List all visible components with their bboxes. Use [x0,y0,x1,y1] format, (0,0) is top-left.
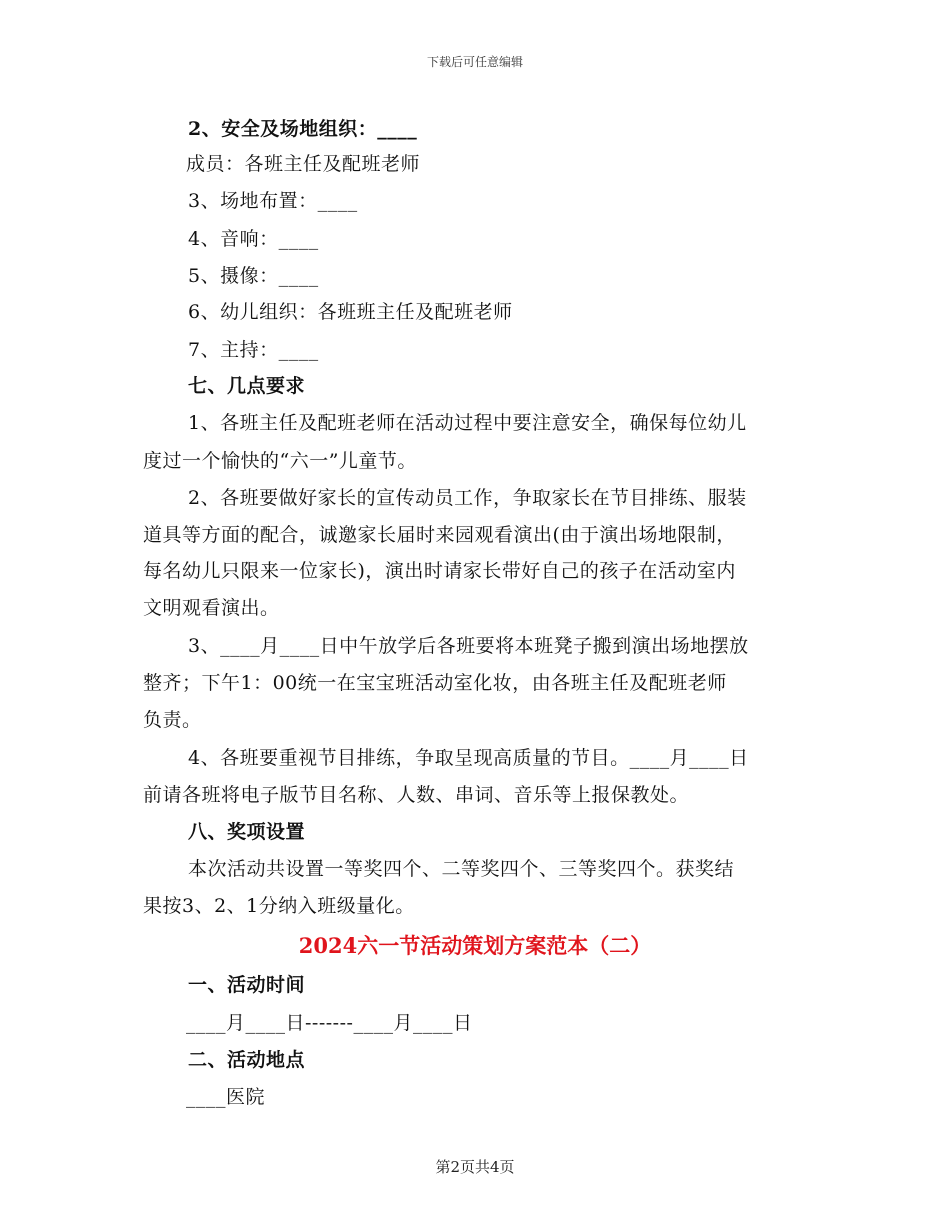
item-audio: 4、音响：____ [188,228,319,250]
item-children: 6、幼儿组织：各班班主任及配班老师 [188,301,513,323]
item-camera: 5、摄像：____ [188,265,319,287]
paragraph-line: 4、各班要重视节目排练，争取呈现高质量的节目。____月____日 [188,747,749,769]
activity-time-value: ____月____日-------____月____日 [186,1012,473,1034]
heading-activity-time: 一、活动时间 [188,974,306,996]
item-members: 成员：各班主任及配班老师 [186,153,421,175]
page-footer: 第2页共4页 [435,1158,515,1176]
paragraph-line: 度过一个愉快的“六一”儿童节。 [143,450,417,472]
paragraph-line: 果按3、2、1分纳入班级量化。 [143,895,415,917]
paragraph-line: 文明观看演出。 [143,597,280,619]
heading-requirements: 七、几点要求 [188,375,306,397]
paragraph-line: 1、各班主任及配班老师在活动过程中要注意安全，确保每位幼儿 [188,412,747,434]
paragraph-line: 本次活动共设置一等奖四个、二等奖四个、三等奖四个。获奖结 [188,858,735,880]
section-title: 2024六一节活动策划方案范本（二） [298,933,652,958]
paragraph-line: 负责。 [143,709,202,731]
item-host: 7、主持：____ [188,339,319,361]
item-safety: 2、安全及场地组织：____ [188,118,418,140]
paragraph-line: 2、各班要做好家长的宣传动员工作，争取家长在节目排练、服装 [188,487,747,509]
item-venue: 3、场地布置：____ [188,190,358,212]
page-header: 下载后可任意编辑 [426,55,523,69]
paragraph-line: 整齐；下午1：00统一在宝宝班活动室化妆，由各班主任及配班老师 [143,672,727,694]
heading-awards: 八、奖项设置 [188,821,306,843]
paragraph-line: 前请各班将电子版节目名称、人数、串词、音乐等上报保教处。 [143,784,690,806]
paragraph-line: 每名幼儿只限来一位家长)，演出时请家长带好自己的孩子在活动室内 [143,560,736,582]
activity-location-value: ____医院 [186,1086,266,1108]
paragraph-line: 道具等方面的配合，诚邀家长届时来园观看演出(由于演出场地限制， [143,524,736,546]
paragraph-line: 3、____月____日中午放学后各班要将本班凳子搬到演出场地摆放 [188,635,749,657]
heading-activity-location: 二、活动地点 [188,1049,306,1071]
